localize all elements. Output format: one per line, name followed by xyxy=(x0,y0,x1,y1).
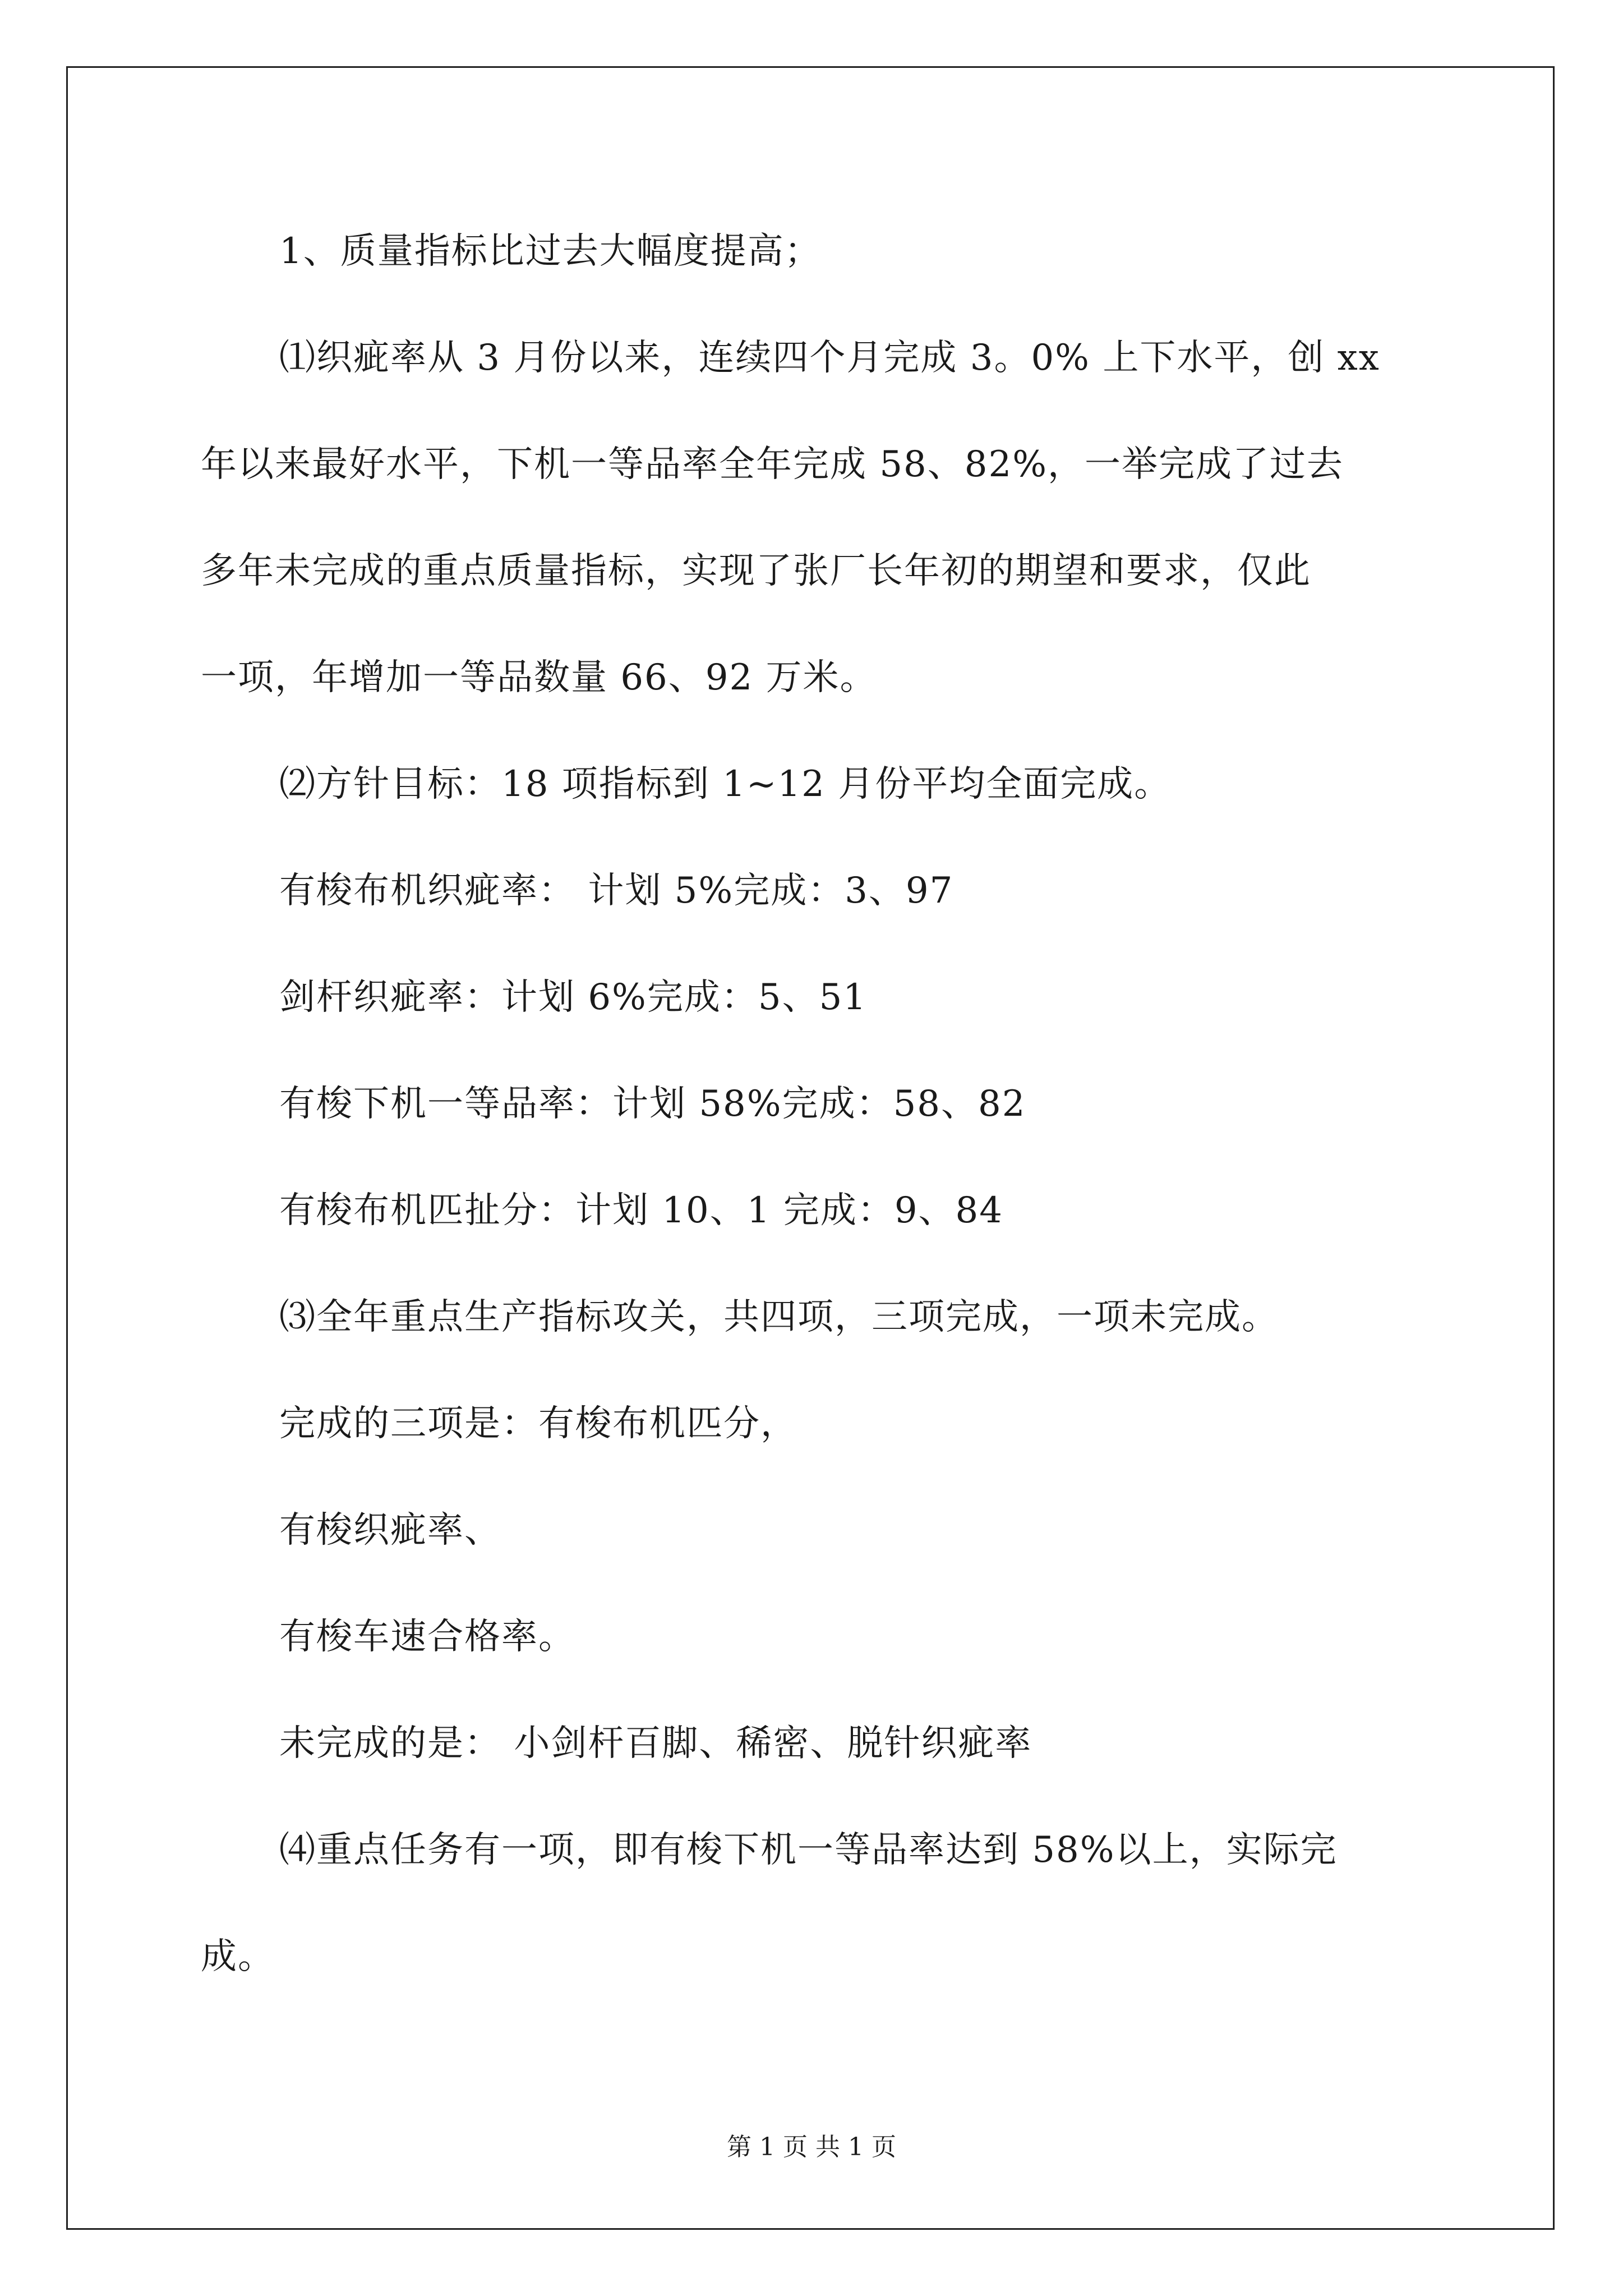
paragraph-line: 有梭下机一等品率：计划 58%完成：58、82 xyxy=(279,1083,1026,1125)
paragraph-line: ⑶全年重点生产指标攻关，共四项，三项完成，一项未完成。 xyxy=(279,1296,1279,1338)
paragraph-heading: 1、质量指标比过去大幅度提高； xyxy=(279,231,822,272)
paragraph-line: 有梭布机织疵率： 计划 5%完成：3、97 xyxy=(279,870,954,912)
page-number-footer: 第 1 页 共 1 页 xyxy=(727,2133,896,2161)
paragraph-line: 有梭织疵率、 xyxy=(279,1510,501,1551)
paragraph-line: 有梭布机匹扯分：计划 10、1 完成：9、84 xyxy=(279,1190,1003,1231)
paragraph-line: 完成的三项是：有梭布机匹分， xyxy=(279,1403,797,1444)
paragraph-line: ⑵方针目标：18 项指标到 1~12 月份平均全面完成。 xyxy=(279,763,1172,805)
paragraph-line: 年以来最好水平，下机一等品率全年完成 58、82%，一举完成了过去 xyxy=(201,444,1344,485)
paragraph-line: 一项，年增加一等品数量 66、92 万米。 xyxy=(201,657,877,698)
paragraph-line: 多年未完成的重点质量指标，实现了张厂长年初的期望和要求，仅此 xyxy=(201,550,1311,592)
page-border xyxy=(66,66,1555,2230)
paragraph-line: 剑杆织疵率：计划 6%完成：5、51 xyxy=(279,977,868,1018)
paragraph-line: 未完成的是： 小剑杆百脚、稀密、脱针织疵率 xyxy=(279,1723,1032,1764)
paragraph-line: ⑷重点任务有一项，即有梭下机一等品率达到 58%以上，实际完 xyxy=(279,1829,1338,1871)
paragraph-line: 成。 xyxy=(201,1936,275,1977)
paragraph-line: 有梭车速合格率。 xyxy=(279,1616,575,1658)
paragraph-line: ⑴织疵率从 3 月份以来，连续四个月完成 3。0% 上下水平，创 xx xyxy=(279,337,1380,379)
